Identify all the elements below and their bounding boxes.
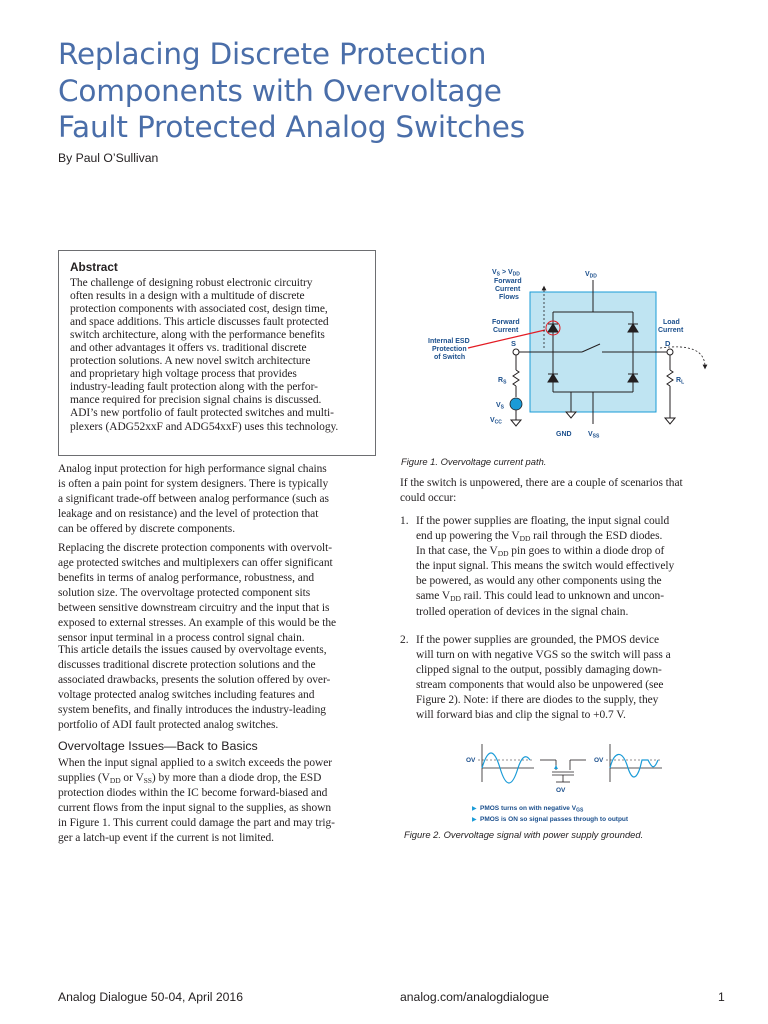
text-line: discusses traditional discrete protection solutions and the bbox=[58, 659, 316, 671]
subscript: DD bbox=[109, 776, 121, 785]
text-line: in Figure 1. This current could damage the part and may trig- bbox=[58, 817, 335, 829]
rs-resistor-icon bbox=[513, 370, 519, 386]
intro-paragraph-2 bbox=[58, 541, 376, 646]
note-bullet: ▶ bbox=[472, 817, 477, 823]
subscript: DD bbox=[519, 534, 531, 544]
text-line: will turn on with negative VGS so the switch will pass a bbox=[416, 649, 671, 662]
section-paragraph bbox=[58, 756, 376, 846]
section-heading: Overvoltage Issues—Back to Basics bbox=[58, 739, 258, 753]
text-line: If the switch is unpowered, there are a couple of scenarios that bbox=[400, 477, 683, 489]
text-fragment: rail. This could lead to unknown and uncon- bbox=[460, 590, 664, 603]
text-line: Figure 2). Note: if there are diodes to the supply, they bbox=[416, 694, 659, 707]
footer-publication: Analog Dialogue 50-04, April 2016 bbox=[58, 990, 243, 1004]
text-line: is often a pain point for system designers. There is typically bbox=[58, 478, 329, 490]
title-line: Replacing Discrete Protection bbox=[58, 37, 487, 71]
note-2: PMOS is ON so signal passes through to output bbox=[480, 816, 629, 823]
text-line: often results in a design with a multitude of discrete bbox=[70, 290, 305, 303]
text-line: plexers (ADG52xxF and ADG54xxF) uses this technology. bbox=[70, 420, 339, 433]
text-line: Analog input protection for high performance signal chains bbox=[58, 463, 327, 475]
text-line: Replacing the discrete protection components with overvolt- bbox=[58, 542, 333, 554]
article-title bbox=[58, 36, 738, 146]
label-flows: Flows bbox=[499, 294, 519, 301]
text-line: could occur: bbox=[400, 492, 457, 505]
text-line: and other advantages it offers vs. traditional discrete bbox=[70, 342, 307, 355]
text-line: a significant trade-off between analog performance (such as bbox=[58, 493, 329, 505]
rl-resistor-icon bbox=[667, 370, 673, 386]
subscript: DD bbox=[450, 594, 461, 604]
text-fragment: or V bbox=[120, 772, 144, 784]
label-vcc: $V_{CC}$ bbox=[490, 417, 502, 426]
label-vdd: $V_{DD}$ bbox=[585, 271, 597, 280]
text-line: protection diodes within the IC become forward-biased and bbox=[58, 787, 328, 799]
d-terminal bbox=[667, 349, 673, 355]
text-line: voltage protected analog switches including features and bbox=[58, 689, 315, 701]
text-line: trolled operation of devices in the signal chain. bbox=[416, 605, 629, 618]
abstract-heading: Abstract bbox=[70, 260, 118, 274]
text-line: leakage and on resistance) and the level of protection that bbox=[58, 508, 319, 520]
label-rl: $R_L$ bbox=[676, 377, 685, 386]
vs-source-icon bbox=[510, 398, 522, 410]
text-line: and space additions. This article discusses fault protected bbox=[70, 316, 329, 329]
label-s: S bbox=[511, 339, 517, 348]
text-line bbox=[416, 589, 674, 604]
ov-label: OV bbox=[556, 787, 566, 794]
load-current-arrow bbox=[660, 347, 705, 367]
subscript: SS bbox=[143, 776, 152, 785]
abstract-text bbox=[70, 277, 365, 434]
text-line: stream components that would also be unpowered (see bbox=[416, 679, 664, 692]
text-line: sensor input terminal in a process control signal chain. bbox=[58, 632, 305, 644]
label-vss: $V_{SS}$ bbox=[588, 431, 600, 440]
footer-url: analog.com/analogdialogue bbox=[400, 990, 550, 1004]
text-fragment: supplies (V bbox=[58, 772, 110, 784]
label-rs: $R_S$ bbox=[498, 377, 507, 386]
text-line: be powered, as would any other components using the bbox=[416, 575, 662, 588]
text-line: clipped signal to the output, possibly damaging down- bbox=[416, 664, 662, 677]
text-line bbox=[58, 771, 376, 786]
label-current: Current bbox=[495, 286, 521, 293]
arrow-icon bbox=[554, 765, 558, 769]
text-line: between sensitive downstream circuitry and the input that is bbox=[58, 602, 330, 614]
text-line: switch architecture, along with the performance benefits bbox=[70, 329, 325, 342]
text-line: ADI’s new portfolio of fault protected switches and multi- bbox=[70, 407, 334, 420]
text-line: industry-leading fault protection along with the perfor- bbox=[70, 381, 318, 394]
note-1: PMOS turns on with negative $V_{GS}$ bbox=[480, 805, 584, 814]
text-fragment: same V bbox=[416, 590, 451, 603]
title-line: Components with Overvoltage bbox=[58, 73, 502, 108]
text-line: and proprietary high voltage process that provides bbox=[70, 368, 297, 381]
text-fragment: rail through the ESD diodes. bbox=[530, 530, 663, 543]
note-bullet: ▶ bbox=[472, 806, 477, 812]
ground-icon bbox=[665, 418, 675, 424]
text-line: protection solutions. A new novel switch architecture bbox=[70, 355, 311, 368]
ov-label: OV bbox=[466, 757, 476, 764]
text-line: ger a latch-up event if the current is not limited. bbox=[58, 832, 274, 844]
label-forward: Forward bbox=[494, 278, 522, 285]
ground-icon bbox=[511, 420, 521, 426]
ground-icon bbox=[566, 412, 576, 418]
label-vs-gt-vdd: $V_S > V_{DD}$ bbox=[492, 269, 520, 278]
list-number: 2. bbox=[400, 634, 409, 646]
text-line bbox=[416, 529, 674, 544]
text-line: The challenge of designing robust electronic circuitry bbox=[70, 277, 313, 289]
byline: By Paul O’Sullivan bbox=[58, 151, 159, 165]
text-line: portfolio of ADI fault protected analog switches. bbox=[58, 719, 279, 731]
text-fragment: In that case, the V bbox=[416, 545, 498, 558]
label-forward-current: Current bbox=[493, 327, 519, 334]
s-terminal bbox=[513, 349, 519, 355]
text-line bbox=[416, 544, 674, 559]
title-line: Fault Protected Analog Switches bbox=[58, 110, 525, 144]
text-line: solution size. The overvoltage protected component sits bbox=[58, 587, 311, 599]
abstract-box bbox=[58, 250, 376, 456]
label-load-current: Load bbox=[663, 319, 680, 326]
text-line: system benefits, and finally introduces the industry-leading bbox=[58, 704, 326, 716]
label-d: D bbox=[665, 339, 671, 348]
text-line: This article details the issues caused by overvoltage events, bbox=[58, 644, 327, 656]
intro-paragraph-1 bbox=[58, 462, 376, 537]
text-line: age protected switches and multiplexers can offer significant bbox=[58, 557, 333, 569]
list-number: 1. bbox=[400, 515, 409, 527]
text-line: mance required for precision signal chains is discussed. bbox=[70, 394, 322, 407]
text-line: the input signal. This means the switch would effectively bbox=[416, 560, 675, 573]
label-gnd: GND bbox=[556, 431, 572, 438]
text-line: benefits in terms of analog performance, robustness, and bbox=[58, 572, 315, 584]
text-fragment: end up powering the V bbox=[416, 530, 520, 543]
text-line: If the power supplies are grounded, the PMOS device bbox=[416, 634, 659, 646]
figure2-waveforms bbox=[462, 738, 682, 828]
right-intro-paragraph bbox=[400, 476, 730, 506]
ov-label: OV bbox=[594, 757, 604, 764]
label-vs: $V_S$ bbox=[496, 402, 505, 411]
label-esd: of Switch bbox=[434, 354, 466, 361]
text-line: If the power supplies are floating, the input signal could bbox=[416, 515, 670, 527]
text-line: protection components with associated cost, design time, bbox=[70, 303, 328, 316]
clipped-wave bbox=[610, 754, 658, 777]
text-line: associated drawbacks, presents the solution offered by over- bbox=[58, 674, 331, 686]
label-esd: Internal ESD bbox=[428, 338, 470, 345]
figure2-caption: Figure 2. Overvoltage signal with power supply grounded. bbox=[404, 829, 644, 840]
text-line: exposed to external stresses. An example of this would be the bbox=[58, 617, 337, 629]
text-fragment: pin goes to within a diode drop of bbox=[508, 545, 665, 558]
text-fragment: ) by more than a diode drop, the ESD bbox=[151, 772, 322, 784]
page-number: 1 bbox=[718, 990, 725, 1004]
label-load-current: Current bbox=[658, 327, 684, 334]
subscript: DD bbox=[497, 549, 509, 559]
label-esd: Protection bbox=[432, 346, 467, 353]
label-forward-current: Forward bbox=[492, 319, 520, 326]
text-line: can be offered by discrete components. bbox=[58, 523, 236, 535]
text-line: current flows from the input signal to the supplies, as shown bbox=[58, 802, 331, 814]
intro-paragraph-3 bbox=[58, 643, 376, 733]
figure1-caption: Figure 1. Overvoltage current path. bbox=[401, 456, 547, 467]
figure1-circuit bbox=[420, 262, 720, 442]
text-line: will forward bias and clip the signal to +0.7 V. bbox=[416, 709, 626, 722]
text-line: When the input signal applied to a switch exceeds the power bbox=[58, 757, 333, 769]
